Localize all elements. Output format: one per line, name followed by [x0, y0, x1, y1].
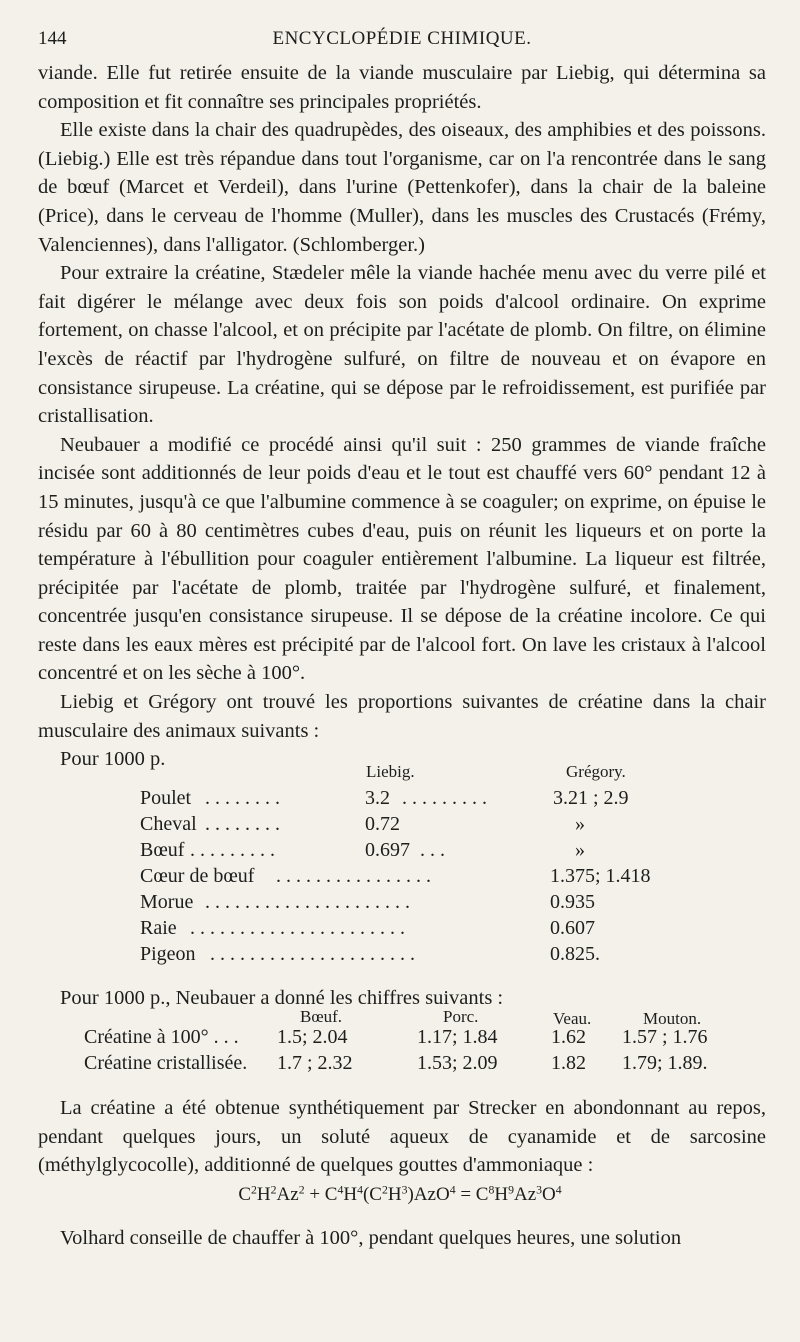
liebig-value: 0.72 — [365, 813, 400, 835]
gregory-value: » — [575, 813, 585, 835]
paragraph-3: Pour extraire la créatine, Stædeler mêle la viande hachée menu avec du verre pilé et fait digérer le mélange avec deux fois son poids d'alcool ordinaire. On exprime fortement, on chasse l'alcool, et on précipite par l'acétate de plomb. On filtre, on élimine l'excès de réactif par l'hydrogène sulfuré, on filtre de nouveau et on évapore en consistance sirupeuse. La créatine, qui se dépose par le refroidissement, est purifiée par cristallisation. — [38, 262, 766, 428]
liebig-value: 0.697 — [365, 839, 410, 861]
leader-dots: . . . — [420, 839, 445, 861]
paragraph-5: Liebig et Grégory ont trouvé les proportions suivantes de créatine dans la chair musculaire des animaux suivants : — [38, 691, 766, 742]
leader-dots: . . . . . . . . — [205, 813, 280, 835]
leader-dots: . . . . . . . . . — [402, 787, 487, 809]
value-mouton: 1.57 ; 1.76 — [622, 1026, 708, 1048]
value-porc: 1.17; 1.84 — [417, 1026, 498, 1048]
value-veau: 1.82 — [551, 1052, 586, 1074]
leader-dots: . . . . . . . . . — [190, 839, 275, 861]
leader-dots: . . . . . . . . . . . . . . . . . . . . . — [205, 891, 410, 913]
gregory-value: 0.607 — [550, 917, 595, 939]
row-label: Pigeon — [140, 943, 196, 965]
row-label: Cœur de bœuf — [140, 865, 255, 887]
row-label: Cheval — [140, 813, 197, 835]
row-label: Poulet — [140, 787, 192, 809]
paragraph-7: Pour 1000 p., Neubauer a donné les chiffres suivants : — [60, 987, 504, 1009]
column-header-gregory: Grégory. — [566, 762, 626, 781]
paragraph-6: Pour 1000 p. — [60, 748, 166, 771]
value-boeuf: 1.7 ; 2.32 — [277, 1052, 353, 1074]
liebig-value: 3.2 — [365, 787, 390, 809]
row-label: Raie — [140, 917, 177, 939]
column-header-porc: Porc. — [443, 1007, 479, 1026]
row-label: Créatine à 100° . . . — [84, 1026, 239, 1048]
value-boeuf: 1.5; 2.04 — [277, 1026, 348, 1048]
leader-dots: . . . . . . . . — [205, 787, 280, 809]
row-label: Créatine cristallisée. — [84, 1052, 248, 1074]
row-label: Morue — [140, 891, 194, 913]
running-title: ENCYCLOPÉDIE CHIMIQUE. — [272, 28, 532, 49]
leader-dots: . . . . . . . . . . . . . . . . . . . . . — [210, 943, 415, 965]
leader-dots: . . . . . . . . . . . . . . . . — [276, 865, 431, 887]
body-text-synthesis — [38, 1094, 766, 1180]
gregory-value: 3.21 ; 2.9 — [553, 787, 629, 809]
gregory-value: 0.935 — [550, 891, 595, 913]
value-porc: 1.53; 2.09 — [417, 1052, 498, 1074]
body-text-top — [38, 59, 766, 774]
paragraph-4: Neubauer a modifié ce procédé ainsi qu'il suit : 250 grammes de viande fraîche incisée sont additionnés de leur poids d'eau et le tout est chauffé vers 60° pendant 12 à 15 minutes, jusqu'à ce que l'albumine commence à se coaguler; on exprime, on épuise le résidu par 60 à 80 centimètres cubes d'eau, puis on réunit les liqueurs et on porte la température à l'ébullition pour coaguler entièrement l'albumine. La liqueur est filtrée, précipitée par l'acétate de plomb, traitée par l'hydrogène sulfuré, et finalement, concentrée jusqu'en consistance sirupeuse. Il se dépose de la créatine incolore. Ce qui reste dans les eaux mères est précipité par de l'alcool fort. On lave les cristaux à l'alcool concentré et on les sèche à 100°. — [38, 433, 766, 685]
gregory-value: 1.375; 1.418 — [550, 865, 651, 887]
paragraph-8: La créatine a été obtenue synthétiquement par Strecker en abondonnant au repos, pendant quelques jours, un soluté aqueux de cyanamide et de sarcosine (méthylglycocolle), additionné de quelques gouttes d'ammoniaque : — [38, 1097, 766, 1177]
body-text-bottom — [38, 1224, 766, 1253]
column-header-boeuf: Bœuf. — [300, 1007, 343, 1026]
page-header — [38, 28, 766, 54]
gregory-value: » — [575, 839, 585, 861]
paragraph-2: Elle existe dans la chair des quadrupèdes, des oiseaux, des amphibies et des poissons. (Liebig.) Elle est très répandue dans tout l'organisme, car on l'a rencontrée dans le sang de bœuf (Marcet et Verdeil), dans l'urine (Pettenkofer), dans la chair de la baleine (Price), dans le cerveau de l'homme (Muller), dans les muscles des Crustacés (Frémy, Valenciennes), dans l'alligator. (Schlomberger.) — [38, 119, 766, 256]
chemical-equation: $C^2H^2Az^2 + C^4H^4(C^2H^3)AzO^4 = C^8H^9Az^3O^4$ — [238, 1183, 562, 1205]
value-veau: 1.62 — [551, 1026, 586, 1048]
column-header-mouton: Mouton. — [643, 1009, 702, 1028]
column-header-liebig: Liebig. — [366, 762, 415, 781]
page-number: 144 — [38, 28, 67, 49]
paragraph-9: Volhard conseille de chauffer à 100°, pendant quelques heures, une solution — [60, 1227, 682, 1249]
gregory-value: 0.825. — [550, 943, 600, 965]
value-mouton: 1.79; 1.89. — [622, 1052, 708, 1074]
leader-dots: . . . . . . . . . . . . . . . . . . . . . . — [190, 917, 405, 939]
paragraph-1: viande. Elle fut retirée ensuite de la viande musculaire par Liebig, qui détermina sa composition et fit connaître ses principales propriétés. — [38, 62, 766, 113]
row-label: Bœuf — [140, 839, 185, 861]
column-header-veau: Veau. — [553, 1009, 592, 1028]
